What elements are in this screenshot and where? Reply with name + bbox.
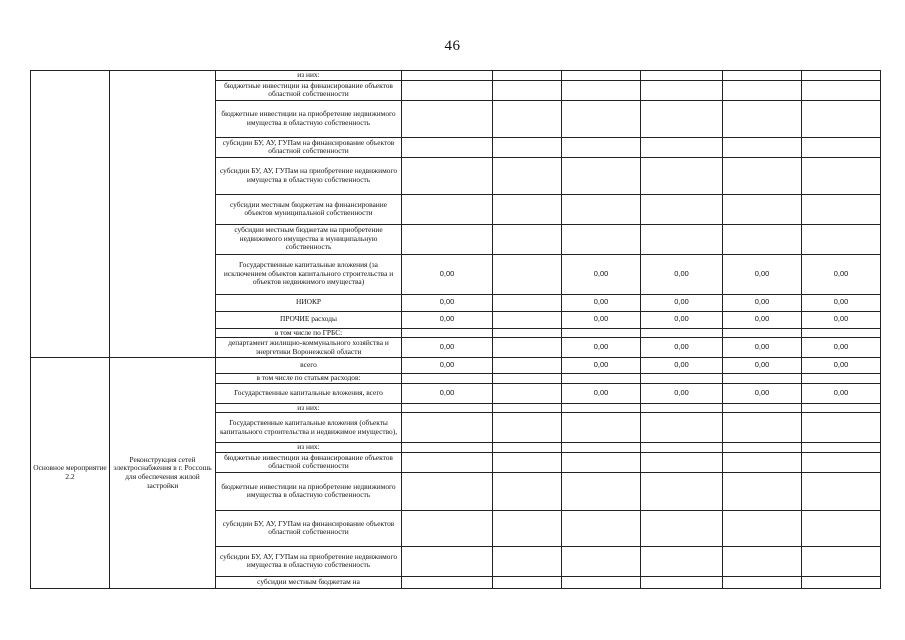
value-cell [402, 194, 493, 224]
value-cell [402, 71, 493, 81]
value-cell [802, 194, 881, 224]
value-cell [493, 137, 562, 157]
value-cell [402, 510, 493, 546]
value-cell: 0,00 [723, 338, 802, 358]
value-cell [402, 328, 493, 338]
value-cell [641, 137, 723, 157]
expense-label-cell: бюджетные инвестиции на приобретение недвижимого имущества в областную собственность [216, 100, 402, 137]
expense-label-cell: из них: [216, 443, 402, 453]
value-cell: 0,00 [802, 358, 881, 374]
value-cell [562, 443, 641, 453]
value-cell [641, 546, 723, 576]
value-cell [723, 546, 802, 576]
value-cell [493, 328, 562, 338]
value-cell [802, 157, 881, 194]
expense-label-cell: бюджетные инвестиции на финансирование объектов областной собственности [216, 80, 402, 100]
value-cell [402, 157, 493, 194]
value-cell [802, 71, 881, 81]
value-cell [802, 374, 881, 384]
page-number: 46 [444, 38, 461, 54]
value-cell [723, 374, 802, 384]
value-cell [802, 576, 881, 588]
value-cell [493, 338, 562, 358]
value-cell [493, 383, 562, 403]
value-cell: 0,00 [562, 383, 641, 403]
value-cell [641, 472, 723, 510]
value-cell: 0,00 [723, 383, 802, 403]
value-cell [402, 403, 493, 413]
value-cell [562, 224, 641, 254]
value-cell [723, 472, 802, 510]
value-cell [641, 194, 723, 224]
value-cell: 0,00 [641, 358, 723, 374]
value-cell: 0,00 [402, 294, 493, 311]
value-cell [641, 403, 723, 413]
value-cell [641, 157, 723, 194]
value-cell [802, 100, 881, 137]
value-cell [402, 80, 493, 100]
value-cell: 0,00 [723, 294, 802, 311]
value-cell [641, 452, 723, 472]
expense-label-cell: ПРОЧИЕ расходы [216, 311, 402, 328]
value-cell [493, 100, 562, 137]
value-cell [493, 157, 562, 194]
value-cell: 0,00 [402, 311, 493, 328]
value-cell [723, 510, 802, 546]
value-cell [641, 510, 723, 546]
value-cell [562, 71, 641, 81]
value-cell [641, 224, 723, 254]
expense-label-cell: бюджетные инвестиции на приобретение недвижимого имущества в областную собственность [216, 472, 402, 510]
value-cell: 0,00 [802, 311, 881, 328]
value-cell [723, 137, 802, 157]
measure-title-cell: Реконструкция сетей электроснабжения в г. Россошь для обеспечения жилой застройки [110, 358, 216, 589]
value-cell: 0,00 [562, 358, 641, 374]
value-cell: 0,00 [641, 383, 723, 403]
expense-label-cell: НИОКР [216, 294, 402, 311]
value-cell [493, 452, 562, 472]
value-cell [402, 374, 493, 384]
value-cell: 0,00 [802, 338, 881, 358]
value-cell [493, 546, 562, 576]
value-cell [723, 403, 802, 413]
value-cell [641, 576, 723, 588]
value-cell: 0,00 [723, 254, 802, 294]
value-cell [562, 510, 641, 546]
expense-label-cell: субсидии БУ, АУ, ГУПам на приобретение недвижимого имущества в областную собственность [216, 546, 402, 576]
budget-table [30, 70, 881, 589]
value-cell: 0,00 [641, 311, 723, 328]
value-cell [802, 472, 881, 510]
value-cell [641, 413, 723, 443]
expense-label-cell: из них: [216, 71, 402, 81]
value-cell: 0,00 [562, 311, 641, 328]
value-cell [493, 224, 562, 254]
value-cell [723, 80, 802, 100]
value-cell [402, 576, 493, 588]
expense-label-cell: Государственные капитальные вложения (объекты капитального строительства и недвижимое имущество), [216, 413, 402, 443]
expense-label-cell: в том числе по ГРБС: [216, 328, 402, 338]
expense-label-cell: субсидии БУ, АУ, ГУПам на приобретение недвижимого имущества в областную собственность [216, 157, 402, 194]
measure-cell: Основное мероприятие 2.2 [31, 358, 110, 589]
value-cell [562, 100, 641, 137]
value-cell: 0,00 [402, 383, 493, 403]
value-cell [493, 510, 562, 546]
expense-label-cell: субсидии БУ, АУ, ГУПам на финансирование объектов областной собственности [216, 510, 402, 546]
measure-cell [31, 71, 110, 358]
expense-label-cell: всего [216, 358, 402, 374]
value-cell [562, 413, 641, 443]
value-cell [402, 100, 493, 137]
value-cell [493, 358, 562, 374]
value-cell [641, 443, 723, 453]
value-cell [723, 100, 802, 137]
value-cell [802, 510, 881, 546]
value-cell [562, 137, 641, 157]
value-cell [562, 328, 641, 338]
expense-label-cell: в том числе по статьям расходов: [216, 374, 402, 384]
value-cell [402, 443, 493, 453]
value-cell [493, 80, 562, 100]
expense-label-cell: бюджетные инвестиции на финансирование объектов областной собственности [216, 452, 402, 472]
value-cell [402, 546, 493, 576]
value-cell: 0,00 [402, 254, 493, 294]
value-cell [493, 294, 562, 311]
value-cell [493, 194, 562, 224]
value-cell [802, 452, 881, 472]
expense-label-cell: Государственные капитальные вложения (за исключением объектов капитального строительства и объектов недвижимого имущества) [216, 254, 402, 294]
value-cell [493, 472, 562, 510]
value-cell [802, 80, 881, 100]
value-cell [802, 224, 881, 254]
value-cell [562, 546, 641, 576]
value-cell: 0,00 [641, 254, 723, 294]
value-cell [562, 80, 641, 100]
value-cell [723, 71, 802, 81]
value-cell: 0,00 [802, 383, 881, 403]
value-cell: 0,00 [402, 358, 493, 374]
value-cell [723, 328, 802, 338]
value-cell [562, 576, 641, 588]
expense-label-cell: Государственные капитальные вложения, всего [216, 383, 402, 403]
value-cell [641, 374, 723, 384]
value-cell [402, 137, 493, 157]
expense-label-cell: из них: [216, 403, 402, 413]
value-cell [493, 311, 562, 328]
value-cell [723, 224, 802, 254]
value-cell: 0,00 [402, 338, 493, 358]
value-cell [723, 443, 802, 453]
expense-label-cell: департамент жилищно-коммунального хозяйства и энергетики Воронежской области [216, 338, 402, 358]
value-cell [802, 443, 881, 453]
value-cell: 0,00 [562, 254, 641, 294]
value-cell [802, 403, 881, 413]
value-cell [493, 576, 562, 588]
value-cell [493, 403, 562, 413]
value-cell [402, 452, 493, 472]
value-cell [723, 157, 802, 194]
value-cell [641, 100, 723, 137]
measure-title-cell [110, 71, 216, 358]
value-cell [802, 328, 881, 338]
value-cell: 0,00 [723, 311, 802, 328]
table-row [31, 71, 881, 81]
value-cell [493, 374, 562, 384]
value-cell [641, 328, 723, 338]
budget-table-body [31, 71, 881, 589]
value-cell: 0,00 [723, 358, 802, 374]
value-cell [402, 472, 493, 510]
value-cell [493, 413, 562, 443]
value-cell [562, 157, 641, 194]
value-cell [802, 413, 881, 443]
value-cell [402, 224, 493, 254]
expense-label-cell: субсидии местным бюджетам на финансирование объектов муниципальной собственности [216, 194, 402, 224]
value-cell [723, 452, 802, 472]
value-cell [723, 194, 802, 224]
table-row [31, 358, 881, 374]
value-cell [562, 374, 641, 384]
expense-label-cell: субсидии местным бюджетам на [216, 576, 402, 588]
value-cell [562, 194, 641, 224]
value-cell [493, 443, 562, 453]
value-cell [641, 80, 723, 100]
value-cell [723, 413, 802, 443]
value-cell: 0,00 [641, 294, 723, 311]
value-cell: 0,00 [641, 338, 723, 358]
value-cell [402, 413, 493, 443]
value-cell: 0,00 [562, 338, 641, 358]
value-cell [723, 576, 802, 588]
expense-label-cell: субсидии местным бюджетам на приобретение недвижимого имущества в муниципальную собственность [216, 224, 402, 254]
value-cell [493, 254, 562, 294]
value-cell [802, 546, 881, 576]
value-cell [562, 403, 641, 413]
expense-label-cell: субсидии БУ, АУ, ГУПам на финансирование объектов областной собственности [216, 137, 402, 157]
value-cell: 0,00 [802, 254, 881, 294]
value-cell: 0,00 [562, 294, 641, 311]
value-cell [641, 71, 723, 81]
value-cell: 0,00 [802, 294, 881, 311]
value-cell [802, 137, 881, 157]
value-cell [562, 472, 641, 510]
value-cell [562, 452, 641, 472]
value-cell [493, 71, 562, 81]
